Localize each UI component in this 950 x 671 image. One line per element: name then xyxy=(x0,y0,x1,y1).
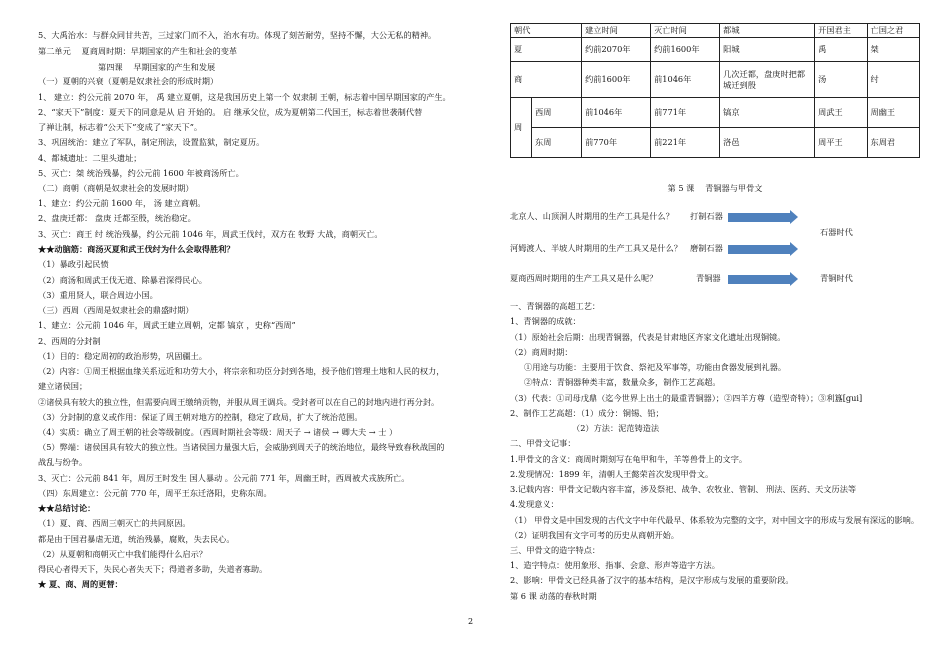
lesson-heading: 第 6 课 动荡的春秋时期 xyxy=(510,591,597,601)
text-line: 5、灭亡：桀 统治残暴，约公元前 1600 年被商汤所亡。 xyxy=(38,168,244,178)
section-heading: （一）夏朝的兴衰（夏朝是奴隶社会的形成时期） xyxy=(38,76,219,86)
answer-label: 打制石器 xyxy=(690,211,723,221)
answer-label: 磨制石器 xyxy=(690,243,723,253)
text-line: 都是由于国君暴虐无道，统治残暴，腐败，失去民心。 xyxy=(38,534,235,544)
lesson-heading: 第四课 早期国家的产生和发展 xyxy=(98,62,216,72)
right-arrow-icon xyxy=(728,245,790,254)
section-heading: （四）东周建立：公元前 770 年，周平王东迁洛阳，史称东周。 xyxy=(38,488,272,498)
text-line: 1、建立：约公元前 1600 年， 汤 建立商朝。 xyxy=(38,198,206,208)
era-label: 石器时代 xyxy=(820,227,853,237)
table-cell: 前771年 xyxy=(651,98,720,128)
text-line: （1）夏、商、西周三朝灭亡的共同原因。 xyxy=(38,518,191,528)
era-label: 青铜时代 xyxy=(820,273,853,283)
table-row xyxy=(511,62,920,98)
text-line: （2）内容：①周王根据血缘关系远近和功劳大小，将宗亲和功臣分封到各地，授予他们管理土地和人民的权力， xyxy=(38,366,445,376)
text-line: 2、影响：甲骨文已经具备了汉字的基本结构，是汉字形成与发展的重要阶段。 xyxy=(510,575,794,585)
table-cell: 纣 xyxy=(867,62,919,98)
text-line: （3）重用贤人，联合周边小国。 xyxy=(38,290,158,300)
section-heading: 二、甲骨文记事： xyxy=(510,438,576,448)
text-line: （3）分封制的意义或作用：保证了周王朝对地方的控制，稳定了政局，扩大了统治范围。 xyxy=(38,412,363,422)
right-arrow-icon xyxy=(728,275,790,284)
text-line: 1、建立：公元前 1046 年，周武王建立周朝，定都 镐京 ，史称“西周” xyxy=(38,320,296,330)
table-header-cell: 开国君主 xyxy=(815,24,867,38)
dynasty-succession-heading: ★ 夏、商、周的更替： xyxy=(38,579,123,589)
text-line: 2、制作工艺高超：（1）成分：铜锡、铅； xyxy=(510,408,664,418)
text-line: ②诸侯具有较大的独立性，但需要向周王缴纳贡物，并服从周王调兵。受封者可以在自己的封地内进行再分封。 xyxy=(38,397,440,407)
page-number: 2 xyxy=(468,617,474,626)
table-header-cell: 朝代 xyxy=(511,24,582,38)
text-line: （2）方法：泥范铸造法 xyxy=(572,423,660,433)
table-row xyxy=(511,98,920,128)
table-cell: 前1046年 xyxy=(582,98,651,128)
table-cell: 前221年 xyxy=(651,128,720,158)
section-heading: （二）商朝（商朝是奴隶社会的发展时期） xyxy=(38,183,194,193)
text-line: 1、青铜器的成就： xyxy=(510,316,581,326)
answer-label: 青铜器 xyxy=(696,273,721,283)
table-header-cell: 灭亡时间 xyxy=(651,24,720,38)
text-line: （2）商周时期： xyxy=(510,347,573,357)
text-line: 1、造字特点：使用象形、指事、会意、形声等造字方法。 xyxy=(510,560,720,570)
text-line: （4）实质：确立了周王朝的社会等级制度。（西周时期社会等级：周天子 → 诸侯 → 卿大夫 → 士 ） xyxy=(38,427,398,437)
right-arrow-icon xyxy=(728,213,790,222)
table-header-cell: 亡国之君 xyxy=(867,24,919,38)
text-line: ①用途与功能：主要用于饮食、祭祀及军事等，功能由食器发展到礼器。 xyxy=(524,362,787,372)
text-line: 2、“家天下”制度：夏天下的同意是从 启 开始的。 启 继承父位，成为夏朝第二代国王，标志着世袭制代替 xyxy=(38,107,423,117)
text-line: 了禅让制，标志着“公天下”变成了“家天下”。 xyxy=(38,122,203,132)
text-line: 战乱与纷争。 xyxy=(38,457,88,467)
text-line: 3、灭亡：公元前 841 年，周厉王时发生 国人暴动 。公元前 771 年，周幽王时，西周被犬戎族所亡。 xyxy=(38,473,410,483)
question-line: 北京人、山顶洞人时期用的生产工具是什么？ xyxy=(510,211,674,221)
table-header-row xyxy=(511,24,920,38)
table-header-cell: 都城 xyxy=(720,24,815,38)
text-line: 1、 建立：约公元前 2070 年， 禹 建立夏朝，这是我国历史上第一个 奴隶制 王朝，标志着中国早期国家的产生。 xyxy=(38,92,451,102)
table-cell: 禹 xyxy=(815,38,867,62)
table-cell: 前1046年 xyxy=(651,62,720,98)
text-line: 2.发现情况：1899 年，清朝人王懿荣首次发现甲骨文。 xyxy=(510,469,714,479)
question-line: 河姆渡人、半坡人时期用的生产工具又是什么？ xyxy=(510,243,682,253)
dynasty-table xyxy=(510,23,920,158)
text-line: 2、盘庚迁都： 盘庚 迁都至殷，统治稳定。 xyxy=(38,213,196,223)
text-line: （3）代表：①司母戊鼎（迄今世界上出土的最重青铜器）；②四羊方尊（造型奇特）；③利簋[gui] xyxy=(510,393,863,403)
text-line: 建立诸侯国； xyxy=(38,381,88,391)
text-line: 4.发现意义： xyxy=(510,499,559,509)
table-cell: 几次迁都，盘庚时把都城迁到殷 xyxy=(720,62,815,98)
table-cell: 周幽王 xyxy=(867,98,919,128)
table-cell: 镐京 xyxy=(720,98,815,128)
text-line: （1）目的：稳定周初的政治形势，巩固疆土。 xyxy=(38,351,207,361)
table-cell: 商 xyxy=(511,62,582,98)
text-line: 3.记载内容：甲骨文记载内容丰富，涉及祭祀、战争、农牧业、管制、 刑法、医药、天文历法等 xyxy=(510,484,857,494)
text-line: （2）商汤和周武王伐无道、除暴君深得民心。 xyxy=(38,275,207,285)
table-cell: 西周 xyxy=(532,98,582,128)
text-line: （1）原始社会后期：出现青铜器，代表是甘肃地区齐家文化遗址出现铜镜。 xyxy=(510,332,786,342)
unit-heading: 第二单元 夏商周时期：早期国家的产生和社会的变革 xyxy=(38,46,238,56)
text-line: 5、大禹治水：与群众同甘共苦，三过家门而不入，治水有功。体现了刻苦耐劳，坚持不懈，大公无私的精神。 xyxy=(38,30,437,40)
table-cell: 夏 xyxy=(511,38,582,62)
section-heading: 三、甲骨文的造字特点： xyxy=(510,545,601,555)
table-cell: 洛邑 xyxy=(720,128,815,158)
text-line: 1.甲骨文的含义：商周时期刻写在龟甲和牛，羊等兽骨上的文字。 xyxy=(510,454,748,464)
text-line: （2）证明我国有文字可考的历史从商朝开始。 xyxy=(510,530,679,540)
text-line: 得民心者得天下，失民心者失天下；得道者多助，失道者寡助。 xyxy=(38,564,268,574)
summary-heading: ★★总结讨论： xyxy=(38,503,96,513)
section-heading: 一、青铜器的高超工艺： xyxy=(510,301,601,311)
table-cell: 周武王 xyxy=(815,98,867,128)
table-cell: 周平王 xyxy=(815,128,867,158)
table-cell: 汤 xyxy=(815,62,867,98)
table-cell: 东周 xyxy=(532,128,582,158)
table-cell: 约前2070年 xyxy=(582,38,651,62)
text-line: （5）弊端：诸侯国具有较大的独立性。当诸侯国力量强大后，会威胁到周天子的统治地位，最终导致春秋战国的 xyxy=(38,442,445,452)
question-line: 夏商西周时期用的生产工具又是什么呢？ xyxy=(510,273,658,283)
table-cell: 约前1600年 xyxy=(582,62,651,98)
table-cell: 前770年 xyxy=(582,128,651,158)
table-row xyxy=(511,38,920,62)
table-cell: 桀 xyxy=(867,38,919,62)
table-cell: 东周君 xyxy=(867,128,919,158)
text-line: 3、灭亡：商王 纣 统治残暴，约公元前 1046 年，周武王伐纣，双方在 牧野 大战，商朝灭亡。 xyxy=(38,229,383,239)
table-row xyxy=(511,128,920,158)
text-line: 3、巩固统治：建立了军队，制定刑法，设置监狱，制定夏历。 xyxy=(38,137,265,147)
text-line: （2）从夏朝和商朝灭亡中我们能得什么启示？ xyxy=(38,549,207,559)
text-line: 4、都城遗址：二里头遗址； xyxy=(38,153,142,163)
discussion-heading: ★★动脑筋：商汤灭夏和武王伐纣为什么会取得胜利？ xyxy=(38,244,235,254)
text-line: ②特点：青铜器种类丰富，数量众多，制作工艺高超。 xyxy=(524,377,721,387)
text-line: （1） 甲骨文是中国发现的古代文字中年代最早、体系较为完整的文字，对中国文字的形成与发展有深远的影响。 xyxy=(510,515,920,525)
lesson-heading: 第 5 课 青铜器与甲骨文 xyxy=(667,183,763,193)
table-header-cell: 建立时间 xyxy=(582,24,651,38)
table-cell: 周 xyxy=(511,98,532,158)
text-line: 2、西周的分封制 xyxy=(38,336,101,346)
section-heading: （三）西周（西周是奴隶社会的鼎盛时期） xyxy=(38,305,194,315)
table-cell: 约前1600年 xyxy=(651,38,720,62)
text-line: （1）暴政引起民愤 xyxy=(38,259,109,269)
table-cell: 阳城 xyxy=(720,38,815,62)
